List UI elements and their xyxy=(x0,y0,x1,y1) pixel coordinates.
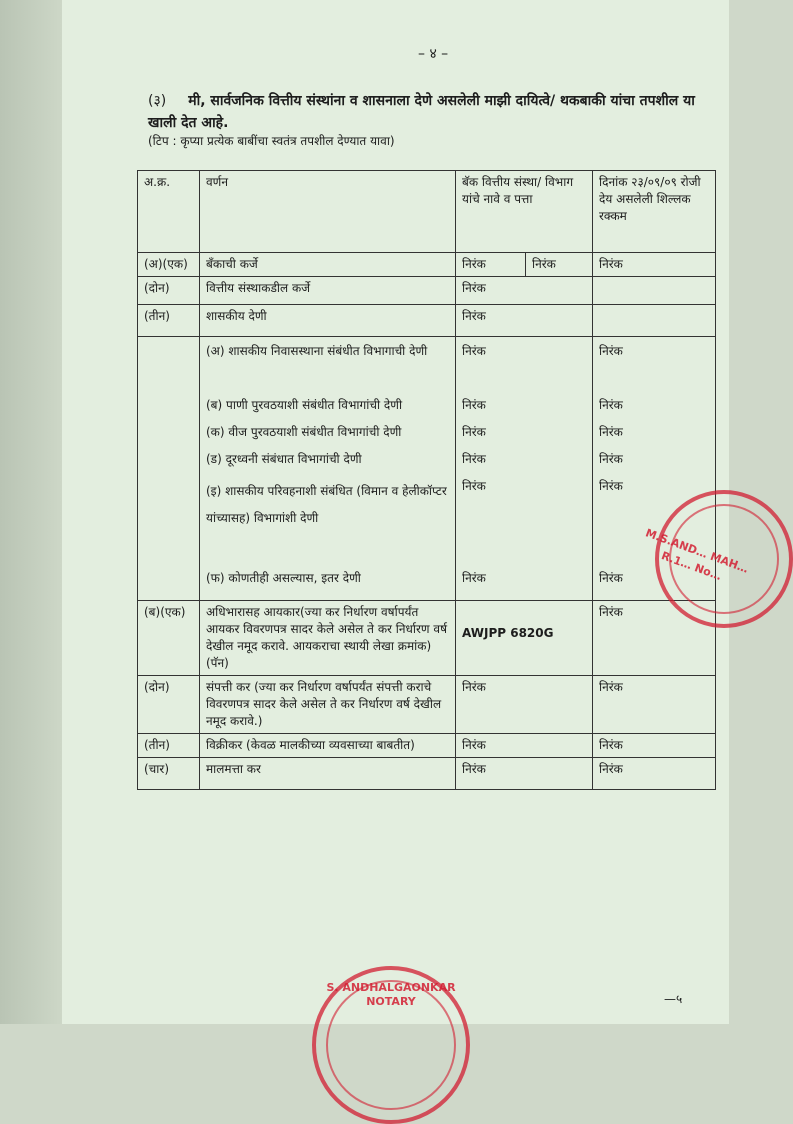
gov-item-desc: (ब) पाणी पुरवठयाशी संबंधीत विभागांची देणी xyxy=(206,398,403,412)
header-institution: बॅक वित्तीय संस्था/ विभाग यांचे नावे व पत्ता xyxy=(456,171,593,253)
gov-item-desc: (इ) शासकीय परिवहनाशी संबंधित (विमान व हेलीकॉप्टर यांच्यासह) विभागांशी देणी xyxy=(206,484,447,525)
table-row xyxy=(138,676,716,734)
row-balance: निरंक xyxy=(593,676,716,734)
gov-item-desc: (ड) दूरध्वनी संबंधात विभागांची देणी xyxy=(206,452,362,466)
row-balance xyxy=(593,305,716,337)
row-balance: निरंक xyxy=(593,601,716,676)
row-balance: निरंक xyxy=(593,734,716,758)
header-sr: अ.क्र. xyxy=(138,171,200,253)
section-number: (३) xyxy=(148,93,167,109)
page-edge-shadow xyxy=(0,0,62,1024)
gov-item-balance: निरंक xyxy=(599,452,623,466)
gov-item-inst: निरंक xyxy=(462,425,486,439)
table-row xyxy=(138,734,716,758)
notary-stamp-bottom: S. ANDHALGAONKAR NOTARY xyxy=(312,966,470,1124)
liabilities-table xyxy=(137,170,716,790)
table-row xyxy=(138,305,716,337)
row-description: अधिभारासह आयकार(ज्या कर निर्धारण वर्षापर्यंत आयकर विवरणपत्र सादर केले असेल ते कर निर्धारण वर्ष देखील नमूद करावे. आयकराचा स्थायी लेखा क्रमांक) (पॅन) xyxy=(200,601,456,676)
table-row xyxy=(138,601,716,676)
gov-dues-institutions xyxy=(456,337,593,601)
row-institution: निरंक xyxy=(456,676,593,734)
row-sr: (ब)(एक) xyxy=(138,601,200,676)
row-sr: (चार) xyxy=(138,758,200,790)
section-heading xyxy=(148,90,708,134)
gov-item-inst: निरंक xyxy=(462,571,486,585)
row-balance xyxy=(593,277,716,305)
gov-item-balance: निरंक xyxy=(599,479,623,493)
row-institution: निरंक xyxy=(456,758,593,790)
header-description: वर्णन xyxy=(200,171,456,253)
row-balance: निरंक xyxy=(593,253,716,277)
table-row xyxy=(138,277,716,305)
table-row xyxy=(138,253,716,277)
table-header-row xyxy=(138,171,716,253)
gov-item-inst: निरंक xyxy=(462,398,486,412)
gov-item-balance: निरंक xyxy=(599,425,623,439)
row-balance: निरंक xyxy=(593,758,716,790)
row-sr: (दोन) xyxy=(138,277,200,305)
row-sr: (तीन) xyxy=(138,305,200,337)
row-sr xyxy=(138,337,200,601)
gov-item-desc: (अ) शासकीय निवासस्थाना संबंधीत विभागाची देणी xyxy=(206,344,428,358)
gov-item-inst: निरंक xyxy=(462,479,486,493)
row-description: संपत्ती कर (ज्या कर निर्धारण वर्षापर्यंत संपत्ती कराचे विवरणपत्र सादर केले असेल ते कर निर्धारण वर्ष देखील नमूद करावे.) xyxy=(200,676,456,734)
gov-item-balance: निरंक xyxy=(599,398,623,412)
government-dues-row xyxy=(138,337,716,601)
table-row xyxy=(138,758,716,790)
row-description: वित्तीय संस्थाकडील कर्जे xyxy=(200,277,456,305)
row-institution: निरंक xyxy=(456,305,593,337)
row-description: शासकीय देणी xyxy=(200,305,456,337)
section-note: (टिप : कृप्या प्रत्येक बाबींचा स्वतंत्र तपशील देण्यात यावा) xyxy=(148,134,395,148)
gov-item-balance: निरंक xyxy=(599,571,623,585)
gov-item-balance: निरंक xyxy=(599,344,623,358)
gov-item-desc: (फ) कोणतीही असल्यास, इतर देणी xyxy=(206,571,361,585)
row-sr: (अ)(एक) xyxy=(138,253,200,277)
page-number: – ४ – xyxy=(418,46,449,62)
pan-number: AWJPP 6820G xyxy=(456,601,593,676)
row-institution: निरंक xyxy=(456,277,593,305)
notary-stamp-right: M.S.AND… MAH… R.1… No… xyxy=(655,490,793,628)
row-institution: निरंक xyxy=(456,734,593,758)
row-description: बँकाची कर्जे xyxy=(200,253,456,277)
row-institution-2: निरंक xyxy=(526,253,593,277)
row-description: विक्रीकर (केवळ मालकीच्या व्यवसाच्या बाबतीत) xyxy=(200,734,456,758)
row-description: मालमत्ता कर xyxy=(200,758,456,790)
row-institution: निरंक xyxy=(456,253,526,277)
row-sr: (तीन) xyxy=(138,734,200,758)
gov-item-inst: निरंक xyxy=(462,344,486,358)
header-balance: दिनांक २३/०९/०९ रोजी देय असलेली शिल्लक रक्कम xyxy=(593,171,716,253)
gov-item-desc: (क) वीज पुरवठयाशी संबंधीत विभागांची देणी xyxy=(206,425,402,439)
gov-item-inst: निरंक xyxy=(462,452,486,466)
row-sr: (दोन) xyxy=(138,676,200,734)
gov-dues-descriptions xyxy=(200,337,456,601)
next-page-mark: —५ xyxy=(664,992,683,1006)
section-title: मी, सार्वजनिक वित्तीय संस्थांना व शासनाला देणे असलेली माझी दायित्वे/ थकबाकी यांचा तपशील या खाली देत आहे. xyxy=(148,93,695,131)
